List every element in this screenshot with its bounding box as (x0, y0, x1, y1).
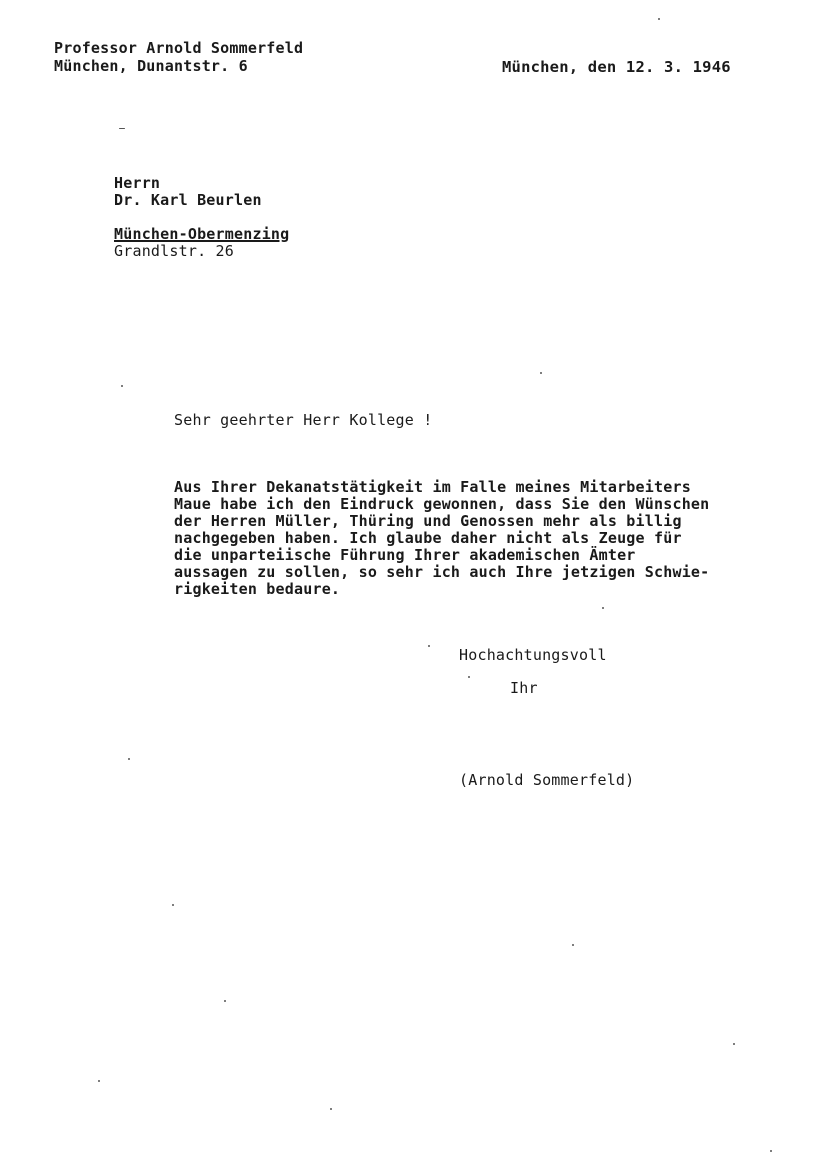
scan-speck (98, 1080, 100, 1082)
body-line: aussagen zu sollen, so sehr ich auch Ihre jetzigen Schwie- (174, 563, 710, 581)
closing: Hochachtungsvoll (459, 646, 607, 664)
scan-speck (770, 1150, 772, 1152)
scan-speck (121, 385, 123, 387)
scan-speck (428, 645, 430, 647)
scan-speck (733, 1043, 735, 1045)
scan-speck (119, 128, 125, 129)
greeting: Sehr geehrter Herr Kollege ! (174, 411, 433, 429)
recipient-name: Dr. Karl Beurlen (114, 191, 262, 209)
scan-speck (172, 904, 174, 906)
recipient-salutation: Herrn (114, 174, 161, 192)
sender-name: Professor Arnold Sommerfeld (54, 39, 304, 57)
sender-address: München, Dunantstr. 6 (54, 57, 248, 75)
scan-speck (330, 1108, 332, 1110)
body-line: der Herren Müller, Thüring und Genossen mehr als billig (174, 512, 682, 530)
scan-speck (468, 676, 470, 678)
scan-speck (128, 758, 130, 760)
scan-speck (540, 372, 542, 374)
scan-speck (602, 607, 604, 609)
recipient-city: München-Obermenzing (114, 225, 290, 243)
date-line: München, den 12. 3. 1946 (502, 58, 731, 76)
body-line: Aus Ihrer Dekanatstätigkeit im Falle meines Mitarbeiters (174, 478, 691, 496)
signature: (Arnold Sommerfeld) (459, 771, 635, 789)
body-line: nachgegeben haben. Ich glaube daher nicht als Zeuge für (174, 529, 682, 547)
closing-ihr: Ihr (510, 679, 538, 697)
scan-speck (224, 1000, 226, 1002)
body-line: die unparteiische Führung Ihrer akademischen Ämter (174, 546, 636, 564)
scan-speck (658, 18, 660, 20)
body-line: Maue habe ich den Eindruck gewonnen, dass Sie den Wünschen (174, 495, 710, 513)
recipient-street: Grandlstr. 26 (114, 242, 234, 260)
scan-speck (572, 944, 574, 946)
body-line: rigkeiten bedaure. (174, 580, 341, 598)
